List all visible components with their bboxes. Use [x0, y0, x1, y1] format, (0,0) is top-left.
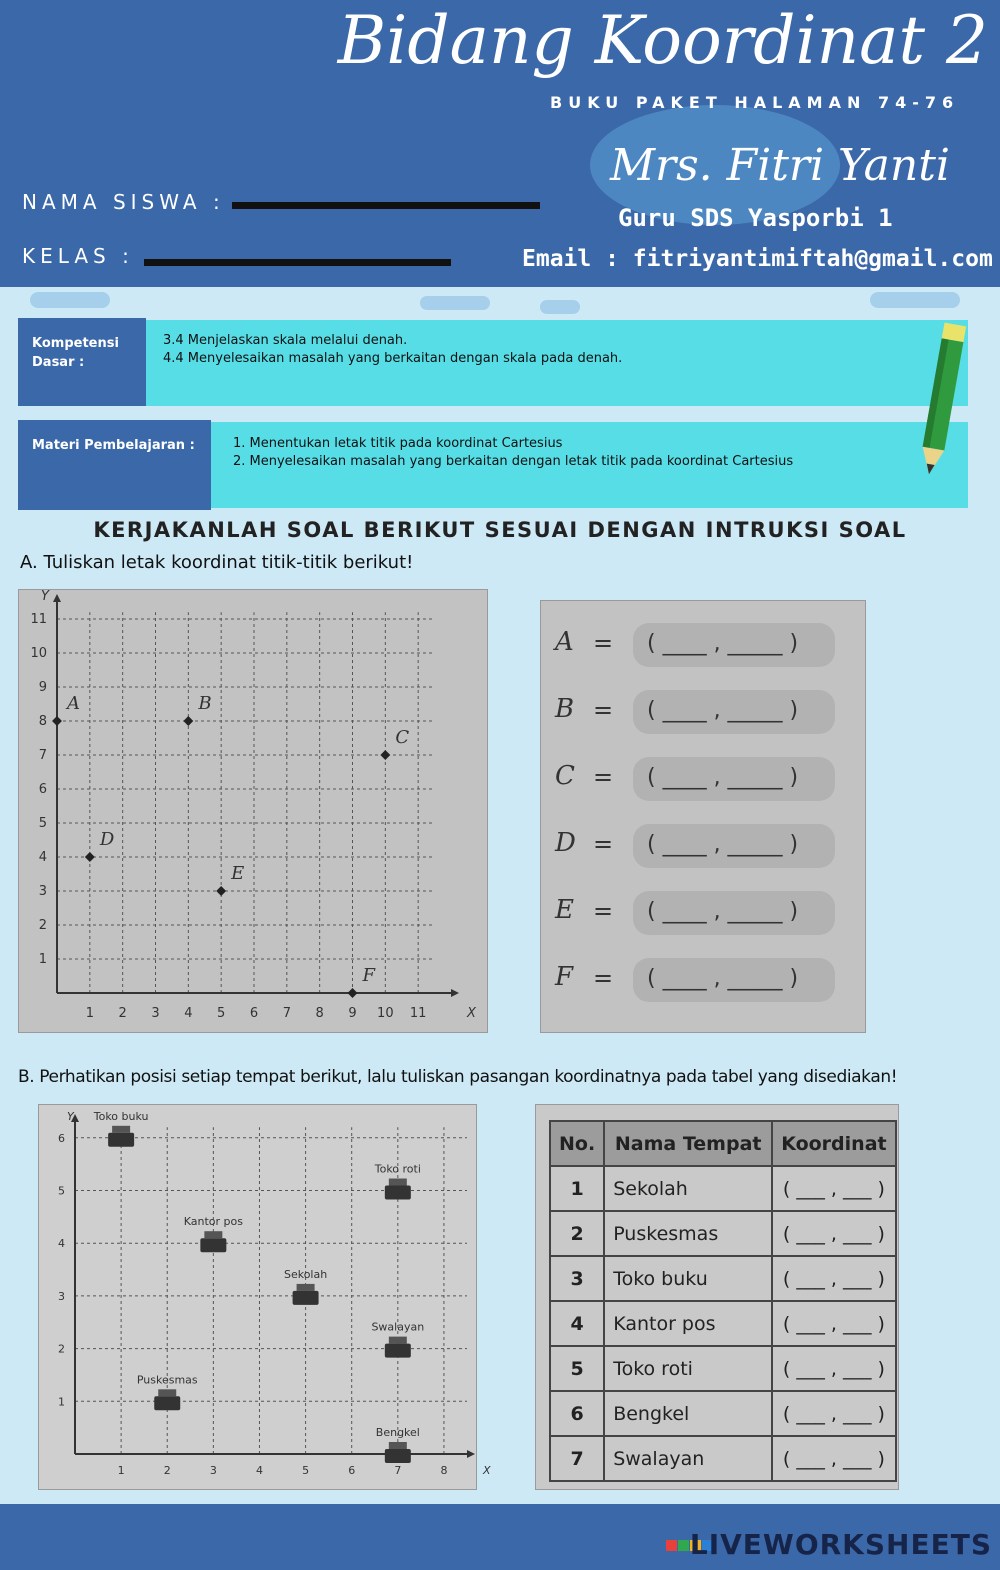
row-number: 5 — [550, 1346, 604, 1391]
equals-sign: = — [593, 830, 614, 858]
data-point — [183, 716, 193, 726]
answer-blank: ( ____ , _____ ) — [647, 899, 799, 924]
y-tick-label: 4 — [38, 850, 47, 865]
row-number: 2 — [550, 1211, 604, 1256]
x-tick-label: 8 — [315, 1006, 324, 1021]
y-tick-label: 11 — [30, 612, 47, 627]
row-number: 7 — [550, 1436, 604, 1481]
place-icon — [154, 1396, 180, 1410]
point-label: E — [231, 863, 245, 884]
y-tick-label: 5 — [58, 1184, 65, 1198]
liveworksheets-logo[interactable] — [666, 1528, 992, 1561]
data-point — [380, 750, 390, 760]
table-row — [550, 1211, 896, 1256]
worksheet-title: Bidang Koordinat 2 — [337, 2, 988, 79]
x-tick-label: 1 — [117, 1464, 125, 1477]
answer-blank: ( ____ , _____ ) — [647, 698, 799, 723]
x-tick-label: 4 — [255, 1464, 263, 1477]
coordinate-table — [549, 1120, 897, 1482]
place-icon-roof — [158, 1389, 176, 1396]
row-number: 1 — [550, 1166, 604, 1211]
place-icon — [200, 1238, 226, 1252]
point-label: B — [198, 693, 212, 714]
place-label: Bengkel — [375, 1426, 420, 1439]
table-row — [550, 1391, 896, 1436]
worksheet-header — [0, 0, 1000, 287]
x-tick-label: 2 — [118, 1006, 127, 1021]
material-text — [233, 435, 968, 471]
coordinate-chart-a — [19, 590, 487, 1032]
y-tick-label: 7 — [38, 748, 47, 763]
place-label: Swalayan — [371, 1320, 425, 1334]
equals-sign: = — [593, 897, 614, 925]
place-icon — [108, 1133, 134, 1147]
point-label: A — [67, 693, 80, 714]
place-label: Kantor pos — [183, 1215, 243, 1229]
material-line: 1. Menentukan letak titik pada koordinat Cartesius — [233, 436, 563, 451]
coordinate-blank[interactable]: ( ___ , ___ ) — [772, 1166, 895, 1211]
pencil-icon — [905, 315, 975, 485]
y-tick-label: 5 — [38, 816, 47, 831]
competency-text — [163, 332, 943, 368]
place-label: Puskesmas — [136, 1373, 198, 1387]
liveworksheets-logo-icon — [666, 1540, 690, 1552]
answer-box[interactable] — [633, 958, 835, 1002]
point-label: F — [362, 965, 375, 986]
place-label: Sekolah — [283, 1267, 328, 1281]
table-row — [550, 1166, 896, 1211]
map-grid-b — [38, 1104, 491, 1490]
point-label: D — [99, 829, 115, 850]
competency-line: 4.4 Menyelesaikan masalah yang berkaitan dengan skala pada denah. — [163, 351, 623, 366]
competency-label-text: Kompetensi Dasar : — [32, 336, 119, 370]
y-tick-label: 10 — [30, 646, 47, 661]
y-tick-label: 8 — [38, 714, 47, 729]
y-axis-label: Y — [41, 589, 49, 604]
coordinate-blank[interactable]: ( ___ , ___ ) — [772, 1256, 895, 1301]
point-label: C — [395, 727, 410, 748]
y-tick-label: 3 — [38, 884, 47, 899]
data-point — [348, 988, 358, 998]
place-name: Swalayan — [604, 1436, 772, 1481]
place-name: Puskesmas — [604, 1211, 772, 1256]
student-name-field[interactable] — [232, 202, 540, 209]
place-name: Kantor pos — [604, 1301, 772, 1346]
equals-sign: = — [593, 629, 614, 657]
point-label: B — [555, 694, 575, 724]
class-field[interactable] — [144, 259, 451, 266]
student-name-label: NAMA SISWA : — [22, 190, 225, 214]
place-name: Bengkel — [604, 1391, 772, 1436]
liveworksheets-logo-text: LIVEWORKSHEETS — [689, 1528, 992, 1561]
point-label: E — [555, 895, 574, 925]
instruction-heading: KERJAKANLAH SOAL BERIKUT SESUAI DENGAN INTRUKSI SOAL — [93, 518, 907, 542]
place-name: Toko roti — [604, 1346, 772, 1391]
answer-box[interactable] — [633, 690, 835, 734]
place-icon — [385, 1186, 411, 1200]
data-point — [85, 852, 95, 862]
place-icon — [385, 1449, 411, 1463]
x-tick-label: 8 — [440, 1464, 448, 1477]
answer-row — [541, 688, 865, 738]
answer-row — [541, 621, 865, 671]
x-tick-label: 1 — [85, 1006, 94, 1021]
place-name: Toko buku — [604, 1256, 772, 1301]
coordinate-blank[interactable]: ( ___ , ___ ) — [772, 1346, 895, 1391]
place-label: Toko buku — [93, 1109, 149, 1123]
x-tick-label: 5 — [302, 1464, 310, 1477]
answer-blank: ( ____ , _____ ) — [647, 765, 799, 790]
x-tick-label: 7 — [282, 1006, 291, 1021]
class-label: KELAS : — [22, 244, 134, 268]
x-tick-label: 2 — [163, 1464, 171, 1477]
table-row — [550, 1301, 896, 1346]
x-axis-arrow — [467, 1450, 475, 1458]
header-no: No. — [550, 1121, 604, 1166]
y-axis-label: Y — [67, 1110, 74, 1123]
competency-line: 3.4 Menjelaskan skala melalui denah. — [163, 333, 408, 348]
answer-row — [541, 755, 865, 805]
equals-sign: = — [593, 763, 614, 791]
answer-blank: ( ____ , _____ ) — [647, 631, 799, 656]
point-label: C — [555, 761, 575, 791]
answer-box[interactable] — [633, 623, 835, 667]
header-place: Nama Tempat — [604, 1121, 772, 1166]
table-row — [550, 1436, 896, 1481]
x-tick-label: 3 — [209, 1464, 217, 1477]
equals-sign: = — [593, 964, 614, 992]
answer-panel-a — [540, 600, 866, 1033]
answer-row — [541, 889, 865, 939]
place-name: Sekolah — [604, 1166, 772, 1211]
y-tick-label: 4 — [58, 1237, 65, 1251]
y-tick-label: 6 — [58, 1131, 65, 1145]
answer-box[interactable] — [633, 757, 835, 801]
coordinate-chart-b — [39, 1105, 491, 1489]
section-a-heading: A. Tuliskan letak koordinat titik-titik berikut! — [20, 552, 414, 573]
coordinate-blank[interactable]: ( ___ , ___ ) — [772, 1436, 895, 1481]
answer-row — [541, 956, 865, 1006]
table-header-row — [550, 1121, 896, 1166]
coordinate-blank[interactable]: ( ___ , ___ ) — [772, 1391, 895, 1436]
x-tick-label: 11 — [409, 1006, 427, 1021]
row-number: 6 — [550, 1391, 604, 1436]
teacher-email: Email : fitriyantimiftah@gmail.com — [522, 246, 993, 272]
place-icon — [385, 1344, 411, 1358]
place-label: Toko roti — [374, 1162, 421, 1176]
y-tick-label: 1 — [58, 1395, 65, 1409]
answer-box[interactable] — [633, 824, 835, 868]
point-label: A — [555, 627, 574, 657]
row-number: 4 — [550, 1301, 604, 1346]
section-b-heading: B. Perhatikan posisi setiap tempat berikut, lalu tuliskan pasangan koordinatnya pada tabel yang disediakan! — [18, 1067, 898, 1087]
competency-label — [18, 318, 146, 406]
x-axis-arrow — [451, 989, 459, 997]
x-tick-label: 6 — [348, 1464, 356, 1477]
x-tick-label: 6 — [249, 1006, 259, 1021]
place-icon-roof — [112, 1126, 130, 1133]
point-label: F — [555, 962, 574, 992]
teacher-name: Mrs. Fitri Yanti — [610, 140, 950, 191]
table-row — [550, 1346, 896, 1391]
coordinate-table-panel — [535, 1104, 899, 1490]
material-line: 2. Menyelesaikan masalah yang berkaitan dengan letak titik pada koordinat Cartesius — [233, 454, 794, 469]
y-tick-label: 2 — [38, 918, 47, 933]
answer-row — [541, 822, 865, 872]
answer-blank: ( ____ , _____ ) — [647, 966, 799, 991]
material-label — [18, 420, 211, 510]
coordinate-blank[interactable]: ( ___ , ___ ) — [772, 1211, 895, 1256]
x-tick-label: 9 — [348, 1006, 357, 1021]
place-icon-roof — [204, 1231, 222, 1238]
place-icon-roof — [389, 1179, 407, 1186]
data-point — [216, 886, 226, 896]
x-axis-label: X — [467, 1006, 476, 1021]
x-tick-label: 7 — [394, 1464, 402, 1477]
y-tick-label: 3 — [58, 1289, 65, 1303]
decor-strokes — [0, 288, 1000, 318]
y-tick-label: 2 — [58, 1342, 65, 1356]
answer-blank: ( ____ , _____ ) — [647, 832, 799, 857]
y-tick-label: 9 — [38, 680, 47, 695]
material-label-text: Materi Pembelajaran : — [32, 438, 195, 453]
x-tick-label: 5 — [217, 1006, 226, 1021]
place-icon-roof — [297, 1284, 315, 1291]
place-icon — [293, 1291, 319, 1305]
y-tick-label: 1 — [38, 952, 47, 967]
table-row — [550, 1256, 896, 1301]
point-label: D — [555, 828, 576, 858]
x-axis-label: X — [483, 1464, 491, 1477]
x-tick-label: 10 — [377, 1006, 394, 1021]
place-icon-roof — [389, 1337, 407, 1344]
equals-sign: = — [593, 696, 614, 724]
coordinate-blank[interactable]: ( ___ , ___ ) — [772, 1301, 895, 1346]
header-coordinate: Koordinat — [772, 1121, 895, 1166]
worksheet-subtitle: BUKU PAKET HALAMAN 74-76 — [550, 93, 960, 112]
x-tick-label: 4 — [184, 1006, 193, 1021]
x-tick-label: 3 — [151, 1006, 160, 1021]
y-tick-label: 6 — [38, 782, 47, 797]
data-point — [52, 716, 62, 726]
teacher-school: Guru SDS Yasporbi 1 — [618, 204, 893, 232]
y-axis-arrow — [53, 594, 61, 602]
answer-box[interactable] — [633, 891, 835, 935]
row-number: 3 — [550, 1256, 604, 1301]
place-icon-roof — [389, 1442, 407, 1449]
coordinate-grid-a — [18, 589, 488, 1033]
